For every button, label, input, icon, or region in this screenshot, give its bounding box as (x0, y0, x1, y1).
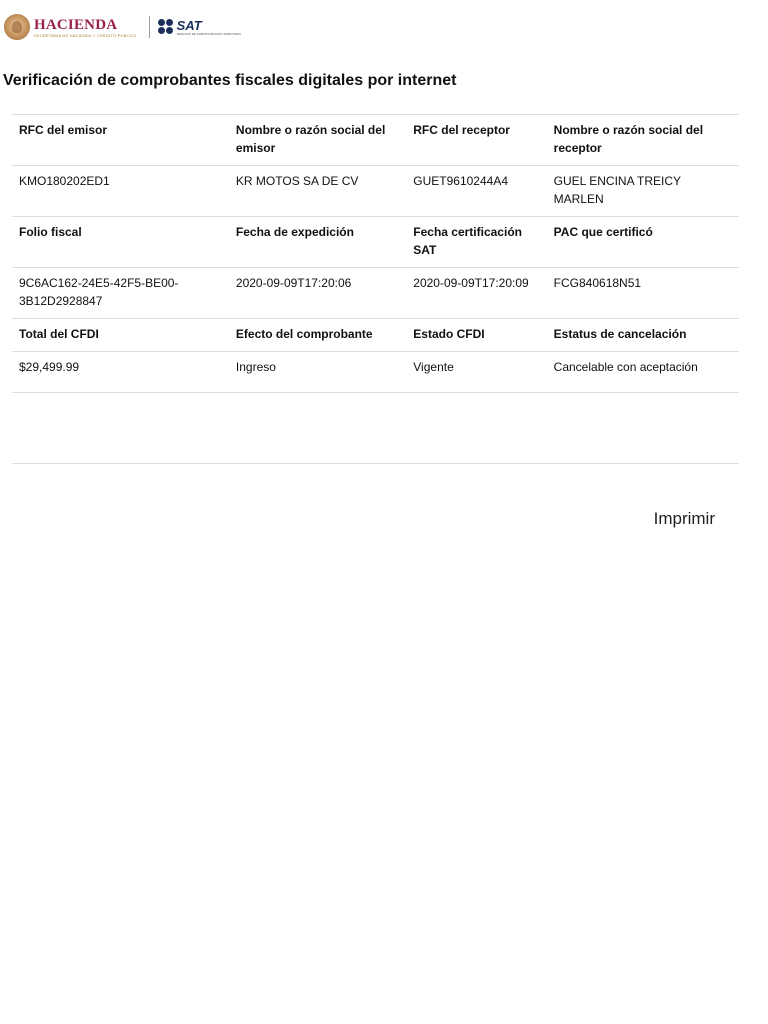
value-fecha-certificacion: 2020-09-09T17:20:09 (406, 268, 546, 319)
value-efecto: Ingreso (229, 352, 406, 393)
label-row (12, 319, 739, 352)
value-row (12, 352, 739, 393)
national-seal-icon (4, 14, 30, 40)
label-row (12, 115, 739, 166)
label-estado-cfdi: Estado CFDI (406, 319, 546, 352)
hacienda-subtitle: SECRETARÍA DE HACIENDA Y CRÉDITO PÚBLICO (34, 32, 137, 38)
label-estatus-cancelacion: Estatus de cancelación (547, 319, 739, 352)
sat-subtitle: SERVICIO DE ADMINISTRACIÓN TRIBUTARIA (176, 31, 241, 36)
value-folio-fiscal: 9C6AC162-24E5-42F5-BE00-3B12D2928847 (12, 268, 229, 319)
value-pac: FCG840618N51 (547, 268, 739, 319)
value-row (12, 268, 739, 319)
label-nombre-emisor: Nombre o razón social del emisor (229, 115, 406, 166)
logo-divider (149, 16, 150, 38)
label-total-cfdi: Total del CFDI (12, 319, 229, 352)
sat-dots-icon (158, 19, 174, 35)
page-header (4, 10, 241, 44)
label-fecha-expedicion: Fecha de expedición (229, 217, 406, 268)
value-fecha-expedicion: 2020-09-09T17:20:06 (229, 268, 406, 319)
sat-name: SAT (176, 17, 202, 33)
value-nombre-receptor: GUEL ENCINA TREICY MARLEN (547, 166, 739, 217)
hacienda-logo (4, 14, 137, 40)
label-rfc-emisor: RFC del emisor (12, 115, 229, 166)
sat-logo (158, 19, 241, 36)
label-row (12, 217, 739, 268)
value-total-cfdi: $29,499.99 (12, 352, 229, 393)
cfdi-details-table (12, 114, 739, 393)
value-row (12, 166, 739, 217)
label-pac: PAC que certificó (547, 217, 739, 268)
label-rfc-receptor: RFC del receptor (406, 115, 546, 166)
footer-divider (12, 463, 739, 464)
value-rfc-receptor: GUET9610244A4 (406, 166, 546, 217)
label-nombre-receptor: Nombre o razón social del receptor (547, 115, 739, 166)
value-nombre-emisor: KR MOTOS SA DE CV (229, 166, 406, 217)
value-estatus-cancelacion: Cancelable con aceptación (547, 352, 739, 393)
hacienda-name: HACIENDA (34, 16, 118, 33)
label-efecto: Efecto del comprobante (229, 319, 406, 352)
label-fecha-certificacion: Fecha certificación SAT (406, 217, 546, 268)
page-title: Verificación de comprobantes fiscales digitales por internet (3, 72, 457, 89)
print-button[interactable]: Imprimir (653, 509, 715, 528)
label-folio-fiscal: Folio fiscal (12, 217, 229, 268)
value-estado-cfdi: Vigente (406, 352, 546, 393)
value-rfc-emisor: KMO180202ED1 (12, 166, 229, 217)
